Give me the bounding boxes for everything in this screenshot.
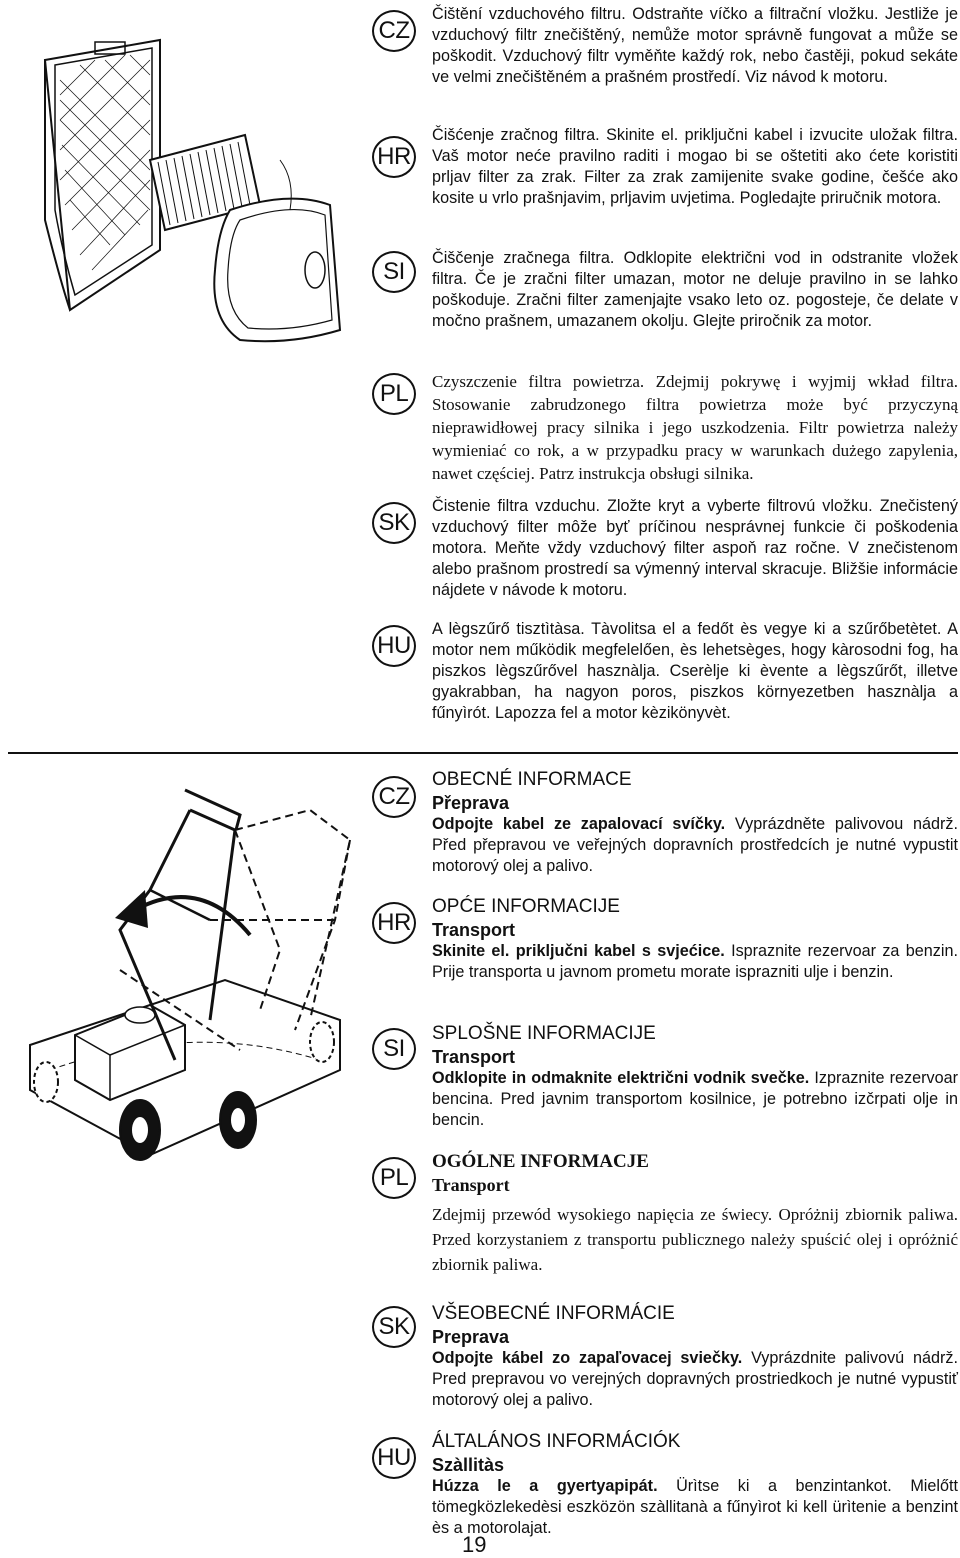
body-text: Zdejmij przewód wysokiego napięcia ze świecy. Opróżnij zbiornik paliwa. Przed korzystaniem z transportu publicznego należy spuścić olej i opróżnić zbiornik paliwa. [432, 1205, 958, 1274]
section-cz [432, 768, 958, 877]
section-subheading: Transport [432, 1175, 510, 1195]
section-heading: OPĆE INFORMACIJE [432, 896, 620, 917]
lead-text: Odpojte kábel zo zapaľovacej sviečky. [432, 1349, 743, 1367]
section-heading: VŠEOBECNÉ INFORMÁCIE [432, 1303, 675, 1324]
lawn-mower-fold-illustration [10, 770, 355, 1190]
section-hu [432, 1430, 958, 1539]
lang-badge: PL [372, 373, 416, 415]
section-heading: OBECNÉ INFORMACE [432, 769, 632, 790]
lead-text: Odpojte kabel ze zapalovací svíčky. [432, 815, 726, 833]
section-divider [8, 752, 958, 754]
page-number: 19 [462, 1532, 487, 1557]
section-hr [432, 895, 958, 983]
lang-badge: SK [372, 1306, 416, 1348]
lang-badge: HR [372, 136, 416, 178]
body-text: Ürìtse ki a benzintankot. Mielőtt tömegközlekedèsi eszközön szàllitanà a fűnyìrot ki kell ürìtenie a benzint ès a motorolajat. [432, 1477, 958, 1537]
section-text: Čištění vzduchového filtru. Odstraňte víčko a filtrační vložku. Jestliže je vzduchový filtr znečištěný, nemůže motor správně fungovat a může se poškodit. Vzduchový filtr vyměňte každý rok, nebo častěji, pokud sekáte ve velmi znečištěném a prašném prostředí. Viz návod k motoru. [432, 5, 958, 86]
section-subheading: Preprava [432, 1327, 510, 1347]
section-subheading: Transport [432, 1047, 516, 1067]
lead-text: Skinite el. priključni kabel s svjećice. [432, 942, 725, 960]
air-filter-illustration [30, 20, 360, 360]
lang-badge: HU [372, 625, 416, 667]
lead-text: Húzza le a gyertyapipát. [432, 1477, 658, 1495]
lang-badge: HU [372, 1437, 416, 1479]
body-text: Vyprázdnite palivovú nádrž. Pred prepravou vo verejných dopravných prostriedkoch je nutné vypustiť motorový olej a palivo. [432, 1349, 958, 1409]
section-text: Čiščenje zračnega filtra. Odklopite električni vod in odstranite vložek filtra. Če je zračni filter umazan, motor ne deluje pravilno in se lahko poškoduje. Zračni filter zamenjajte vsako leto oz. pogosteje, če delate v močno prašnem, umazanem okolju. Glejte priročnik za motor. [432, 249, 958, 330]
lang-badge: PL [372, 1157, 416, 1199]
lead-text: Odklopite in odmaknite električni vodnik svečke. [432, 1069, 810, 1087]
lang-badge: SK [372, 502, 416, 544]
section-subheading: Szàllitàs [432, 1455, 505, 1475]
section-heading: ÁLTALÁNOS INFORMÁCIÓK [432, 1431, 681, 1452]
section-pl [432, 1150, 958, 1277]
lang-badge: HR [372, 902, 416, 944]
body-text: Vyprázdněte palivovou nádrž. Před přepravou ve veřejných dopravních prostředcích je nutné vypustit motorový olej a palivo. [432, 815, 959, 875]
section-text: Czyszczenie filtra powietrza. Zdejmij pokrywę i wyjmij wkład filtra. Stosowanie zabrudzonego filtra powietrza może być przyczyną nieprawidłowej pracy silnika i jego uszkodzenia. Filtr powietrza należy wymieniać co rok, a w przypadku pracy w warunkach dużego zapylenia, nawet częściej. Patrz instrukcja obsługi silnika. [432, 372, 958, 483]
lang-badge: CZ [372, 10, 416, 52]
section-heading: OGÓLNE INFORMACJE [432, 1151, 649, 1172]
section-text: Čišćenje zračnog filtra. Skinite el. priključni kabel i izvucite uložak filtra. Vaš motor neće pravilno raditi i mogao bi se oštetiti ako ćete koristiti prljav filter za zrak. Filter za zrak zamijenite svake godine, češće ako kosite u vrlo prašnjavim, prljavim uvjetima. Pogledajte priručnik motora. [432, 126, 958, 207]
section-subheading: Přeprava [432, 793, 510, 813]
lang-badge: CZ [372, 776, 416, 818]
section-heading: SPLOŠNE INFORMACIJE [432, 1023, 656, 1044]
body-text: Ispraznite rezervoar za benzin. Prije transporta u javnom prometu morate isprazniti ulje i benzin. [432, 942, 958, 981]
section-text: Čistenie filtra vzduchu. Zložte kryt a vyberte filtrovú vložku. Znečistený vzduchový filter môže byť príčinou nesprávnej funkcie či poškodenia motora. Meňte vždy vzduchový filter aspoň raz ročne. V znečistenom alebo prašnom prostredí sa výmenný interval skracuje. Bližšie informácie nájdete v návode k motoru. [432, 497, 958, 599]
section-si [432, 1022, 958, 1131]
lang-badge: SI [372, 251, 416, 293]
body-text: Izpraznite rezervoar bencina. Pred javnim transportom kosilnice, je potrebno izčrpati olje in bencin. [432, 1069, 959, 1129]
section-subheading: Transport [432, 920, 516, 940]
section-sk [432, 1302, 958, 1411]
section-text: A lègszűrő tisztìtàsa. Tàvolitsa el a fedőt ès vegye ki a szűrőbetètet. A motor nem működik megfelelően, ès lehetsèges, hogy kàrosodni fog, ha piszkos lègszűrővel hasznàlja. Cserèlje ki èvente a lègszűrőt, illetve gyakrabban, ha nagyon poros, piszkos környezetben hasznàlja a fűnyìrót. Lapozza fel a motor kèzikönyvèt. [432, 620, 958, 722]
lang-badge: SI [372, 1028, 416, 1070]
